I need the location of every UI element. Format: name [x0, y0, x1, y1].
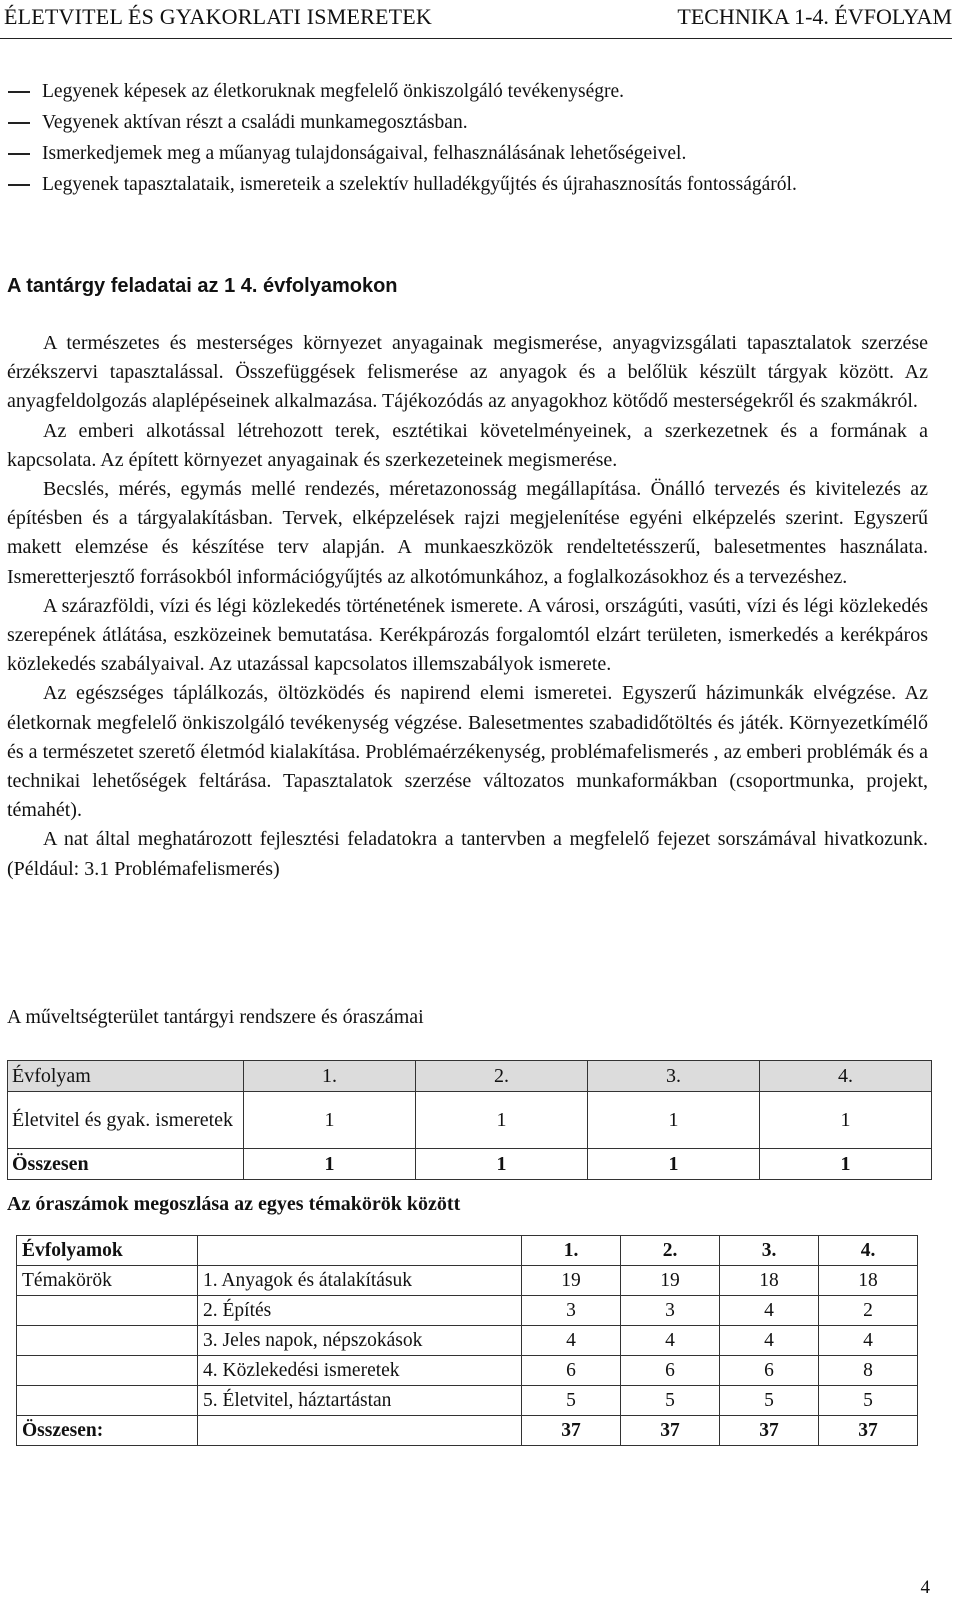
header-subject: ÉLETVITEL ÉS GYAKORLATI ISMERETEK — [4, 4, 433, 29]
list-item: Vegyenek aktívan részt a családi munkamegosztásban. — [42, 112, 468, 133]
table-cell: 3. Jeles napok, népszokások — [198, 1326, 522, 1356]
page-header — [0, 0, 952, 39]
table-cell: 4. — [819, 1236, 918, 1266]
table-cell: 1 — [760, 1092, 932, 1149]
table-total-row — [17, 1416, 918, 1446]
table-cell: 5 — [819, 1386, 918, 1416]
body-text — [7, 329, 928, 884]
table-cell: 37 — [621, 1416, 720, 1446]
table-cell: Évfolyam — [8, 1061, 244, 1092]
table-cell: 4 — [819, 1326, 918, 1356]
table-cell: 6 — [522, 1356, 621, 1386]
table-cell — [17, 1356, 198, 1386]
table-cell — [198, 1236, 522, 1266]
table-cell: 3 — [522, 1296, 621, 1326]
table-row — [17, 1326, 918, 1356]
table-cell: 4 — [522, 1326, 621, 1356]
table-cell: 18 — [720, 1266, 819, 1296]
topic-hours-title: Az óraszámok megoszlása az egyes témakörök között — [7, 1193, 461, 1215]
table-total-row — [8, 1149, 932, 1180]
table-cell: 1 — [244, 1149, 416, 1180]
table-cell: 4. — [760, 1061, 932, 1092]
table-cell: 4. Közlekedési ismeretek — [198, 1356, 522, 1386]
table-cell: 1. — [244, 1061, 416, 1092]
table-cell: 3 — [621, 1296, 720, 1326]
paragraph: A természetes és mesterséges környezet anyagainak megismerése, anyagvizsgálati tapasztalatok szerzése érzékszervi tapasztalással. Összefüggések felismerése az anyagok és a belőlük készült tárgyak között. Az anyagfeldolgozás alaplépéseinek alkalmazása. Tájékozódás az anyagokhoz kötődő mesterségekről és szakmákról. — [7, 332, 928, 413]
table-row — [17, 1266, 918, 1296]
table-cell — [17, 1386, 198, 1416]
table-header-row — [8, 1061, 932, 1092]
table-cell: 5 — [621, 1386, 720, 1416]
table-cell — [17, 1326, 198, 1356]
goal-list — [6, 76, 948, 200]
table-cell: 37 — [720, 1416, 819, 1446]
table-cell: 3. — [720, 1236, 819, 1266]
table-cell: Évfolyamok — [17, 1236, 198, 1266]
table-cell: Életvitel és gyak. ismeretek — [8, 1092, 244, 1149]
table-cell: 4 — [720, 1296, 819, 1326]
page-number: 4 — [920, 1577, 930, 1598]
table-cell: 1. Anyagok és átalakításuk — [198, 1266, 522, 1296]
hours-table — [7, 1060, 932, 1180]
table-cell: 2. — [416, 1061, 588, 1092]
table-row — [17, 1386, 918, 1416]
table-cell: 4 — [720, 1326, 819, 1356]
table-cell: 8 — [819, 1356, 918, 1386]
section-title: A tantárgy feladatai az 1 4. évfolyamokon — [7, 275, 398, 297]
header-grade: TECHNIKA 1-4. ÉVFOLYAM — [677, 4, 952, 29]
paragraph: A szárazföldi, vízi és légi közlekedés történetének ismerete. A városi, országúti, vasúti, vízi és légi közlekedés szerepének átlátása, eszközeinek bemutatása. Kerékpározás forgalomtól elzárt területen, ismerkedés a kerékpáros közlekedés szabályaival. Az utazással kapcsolatos illemszabályok ismerete. — [7, 594, 928, 676]
paragraph: Az egészséges táplálkozás, öltözködés és napirend elemi ismeretei. Egyszerű házimunkák elvégzése. Az életkornak megfelelő önkiszolgáló tevékenység végzése. Balesetmentes szabadidőtöltés és játék. Környezetkímélő és a természetet szerető életmód kialakítása. Problémaérzékenység, problémafelismerés , az emberi problémák és a technikai lehetőségek feltárása. Tapasztalatok szerzése változatos munkaformákban (csoportmunka, projekt, témahét). — [7, 682, 928, 822]
table-cell — [17, 1296, 198, 1326]
subject-system-title: A műveltségterület tantárgyi rendszere és óraszámai — [7, 1006, 424, 1028]
table-cell: 1 — [416, 1092, 588, 1149]
table-cell: 2 — [819, 1296, 918, 1326]
table-header-row — [17, 1236, 918, 1266]
list-item: Legyenek tapasztalataik, ismereteik a szelektív hulladékgyűjtés és újrahasznosítás fontosságáról. — [42, 174, 797, 195]
list-item: Ismerkedjemek meg a műanyag tulajdonságaival, felhasználásának lehetőségeivel. — [42, 143, 687, 164]
table-cell: 1 — [588, 1092, 760, 1149]
table-cell: 2. Építés — [198, 1296, 522, 1326]
paragraph: Becslés, mérés, egymás mellé rendezés, méretazonosság megállapítása. Önálló tervezés és kivitelezés az építésben és a tárgyalakításban. Tervek, elképzelések rajzi megjelenítése egyéni elképzelés szerint. Egyszerű makett elemzése és készítése terv alapján. A munkaeszközök rendeltetésszerű, balesetmentes használata. Ismeretterjesztő forrásokból információgyűjtés az alkotómunkához, a foglalkozásokhoz és a tervezéshez. — [7, 478, 928, 588]
table-cell: 18 — [819, 1266, 918, 1296]
table-cell: 1 — [244, 1092, 416, 1149]
table-row — [8, 1092, 932, 1149]
table-cell: 1 — [588, 1149, 760, 1180]
table-cell: Témakörök — [17, 1266, 198, 1296]
list-item: Legyenek képesek az életkoruknak megfelelő önkiszolgáló tevékenységre. — [42, 81, 625, 102]
table-row — [17, 1356, 918, 1386]
table-row — [17, 1296, 918, 1326]
table-cell: Összesen: — [17, 1416, 198, 1446]
table-cell: 3. — [588, 1061, 760, 1092]
table-cell: 5 — [522, 1386, 621, 1416]
table-cell — [198, 1416, 522, 1446]
table-cell: 1 — [416, 1149, 588, 1180]
table-cell: 19 — [522, 1266, 621, 1296]
table-cell: 2. — [621, 1236, 720, 1266]
table-cell: 19 — [621, 1266, 720, 1296]
table-cell: 5 — [720, 1386, 819, 1416]
table-cell: 1 — [760, 1149, 932, 1180]
table-cell: 37 — [819, 1416, 918, 1446]
table-cell: 4 — [621, 1326, 720, 1356]
table-cell: 1. — [522, 1236, 621, 1266]
table-cell: 5. Életvitel, háztartástan — [198, 1386, 522, 1416]
table-cell: Összesen — [8, 1149, 244, 1180]
table-cell: 6 — [621, 1356, 720, 1386]
paragraph: A nat által meghatározott fejlesztési feladatokra a tantervben a megfelelő fejezet sorszámával hivatkozunk. (Például: 3.1 Problémafelismerés) — [7, 828, 928, 880]
table-cell: 37 — [522, 1416, 621, 1446]
table-cell: 6 — [720, 1356, 819, 1386]
topic-hours-table — [16, 1235, 918, 1446]
paragraph: Az emberi alkotással létrehozott terek, esztétikai követelményeinek, a szerkezetnek és a formának a kapcsolata. Az épített környezet anyagainak és szerkezeteinek megismerése. — [7, 419, 928, 471]
